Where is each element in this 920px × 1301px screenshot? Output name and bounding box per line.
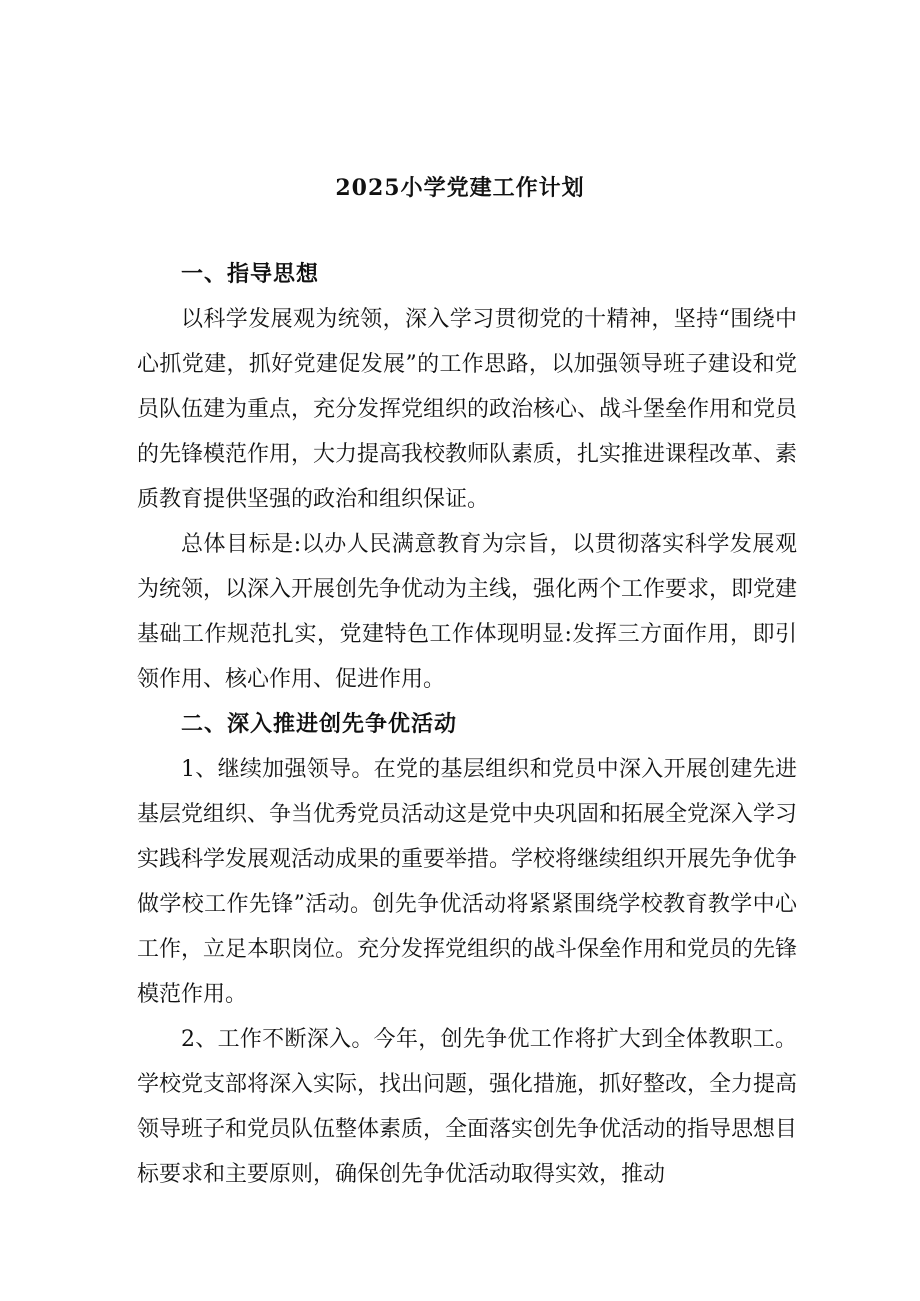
- section-heading-excellence-activities: 二、深入推进创先争优活动: [181, 712, 458, 737]
- document-body: [137, 252, 797, 1197]
- document-title: 2025小学党建工作计划: [335, 175, 585, 201]
- paragraph-strengthen-leadership: 1、继续加强领导。在党的基层组织和党员中深入开展创建先进基层党组织、争当优秀党员活动这是党中央巩固和拓展全党深入学习实践科学发展观活动成果的重要举措。学校将继续组织开展先争优争做学校工作先锋”活动。创先争优活动将紧紧围绕学校教育教学中心工作，立足本职岗位。充分发挥党组织的战斗保垒作用和党员的先锋模范作用。: [137, 757, 798, 1007]
- paragraph-overall-goal: 总体目标是:以办人民满意教育为宗旨，以贯彻落实科学发展观为统领，以深入开展创先争优动为主线，强化两个工作要求，即党建基础工作规范扎实，党建特色工作体现明显:发挥三方面作用，即引领作用、核心作用、促进作用。: [137, 532, 798, 692]
- section-heading-guiding-ideology: 一、指导思想: [181, 262, 320, 287]
- paragraph-deepen-work: 2、工作不断深入。今年，创先争优工作将扩大到全体教职工。学校党支部将深入实际，找出问题，强化措施，抓好整改，全力提高领导班子和党员队伍整体素质，全面落实创先争优活动的指导思想目标要求和主要原则，确保创先争优活动取得实效，推动: [137, 1027, 798, 1187]
- paragraph-guiding-ideology: 以科学发展观为统领，深入学习贯彻党的十精神，坚持“围绕中心抓党建，抓好党建促发展”的工作思路，以加强领导班子建设和党员队伍建为重点，充分发挥党组织的政治核心、战斗堡垒作用和党员的先锋模范作用，大力提高我校教师队素质，扎实推进课程改革、素质教育提供坚强的政治和组织保证。: [137, 307, 798, 512]
